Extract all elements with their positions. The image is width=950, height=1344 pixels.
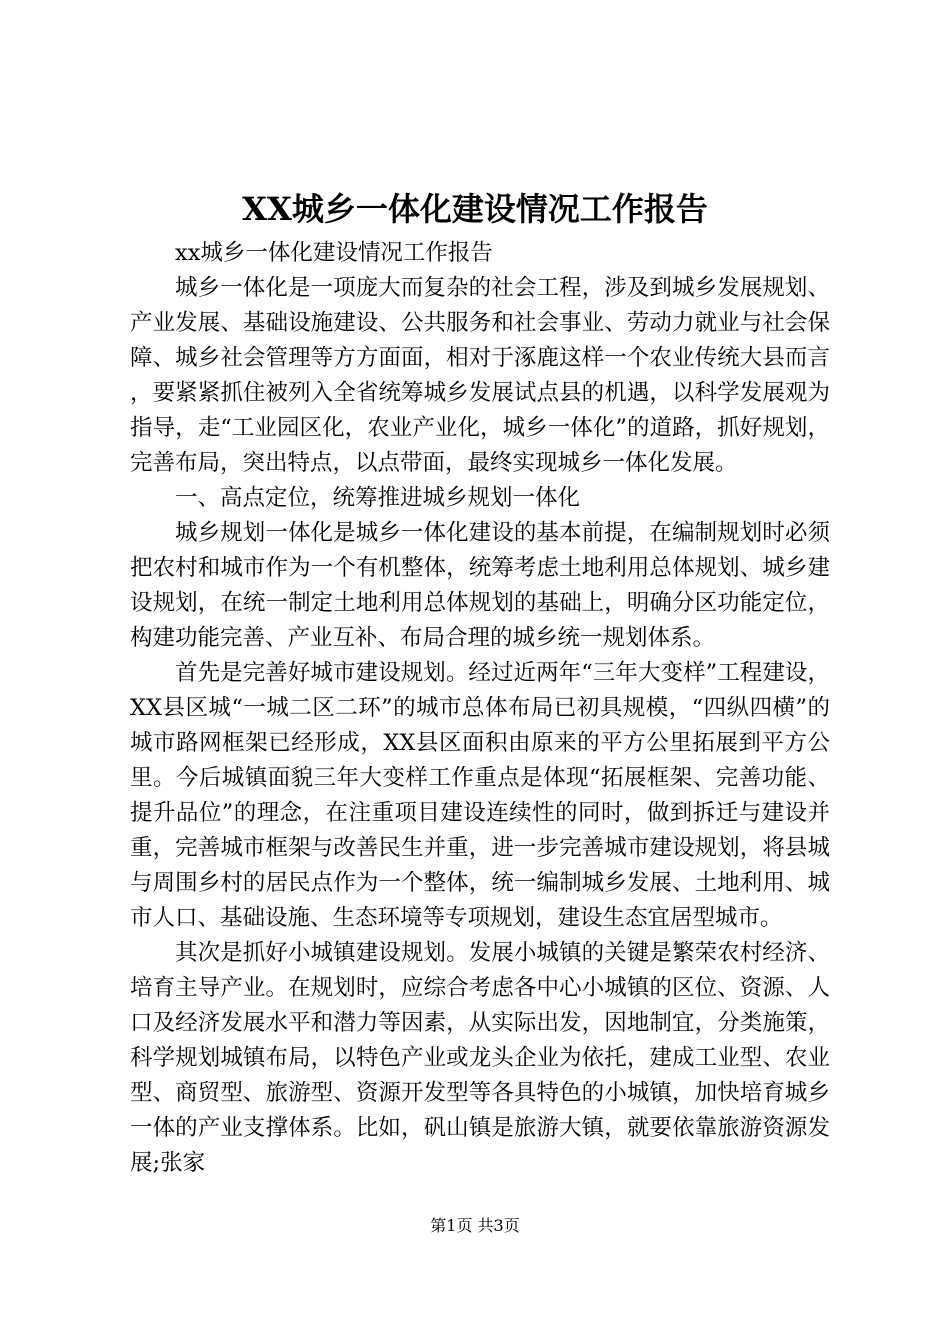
document-body — [130, 236, 830, 1181]
paragraph-intro: 城乡一体化是一项庞大而复杂的社会工程，涉及到城乡发展规划、产业发展、基础设施建设、公共服务和社会事业、劳动力就业与社会保障、城乡社会管理等方方面面，相对于涿鹿这样一个农业传统大县而言，要紧紧抓住被列入全省统筹城乡发展试点县的机遇，以科学发展观为指导，走“工业园区化，农业产业化，城乡一体化”的道路，抓好规划，完善布局，突出特点，以点带面，最终实现城乡一体化发展。 — [130, 275, 830, 476]
section-heading-1: 一、高点定位，统筹推进城乡规划一体化 — [175, 485, 581, 511]
document-subtitle: xx城乡一体化建设情况工作报告 — [175, 240, 493, 266]
paragraph-city-planning: 首先是完善好城市建设规划。经过近两年“三年大变样”工程建设，XX县区城“一城二区二环”的城市总体布局已初具规模，“四纵四横”的城市路网框架已经形成，XX县区面积由原来的平方公里拓展到平方公里。今后城镇面貌三年大变样工作重点是体现“拓展框架、完善功能、提升品位”的理念，在注重项目建设连续性的同时，做到拆迁与建设并重，完善城市框架与改善民生并重，进一步完善城市建设规划，将县城与周围乡村的居民点作为一个整体，统一编制城乡发展、土地利用、城市人口、基础设施、生态环境等专项规划，建设生态宜居型城市。 — [130, 660, 830, 931]
paragraph-town-planning: 其次是抓好小城镇建设规划。发展小城镇的关键是繁荣农村经济、培育主导产业。在规划时，应综合考虑各中心小城镇的区位、资源、人口及经济发展水平和潜力等因素，从实际出发，因地制宜，分类施策，科学规划城镇布局，以特色产业或龙头企业为依托，建成工业型、农业型、商贸型、旅游型、资源开发型等各具特色的小城镇，加快培育城乡一体的产业支撑体系。比如，矾山镇是旅游大镇，就要依靠旅游资源发展;张家 — [130, 940, 830, 1176]
page-number-footer: 第1页 共3页 — [430, 1216, 520, 1235]
document-title: XX城乡一体化建设情况工作报告 — [242, 190, 708, 228]
paragraph-planning: 城乡规划一体化是城乡一体化建设的基本前提，在编制规划时必须把农村和城市作为一个有机整体，统筹考虑土地利用总体规划、城乡建设规划，在统一制定土地利用总体规划的基础上，明确分区功能定位，构建功能完善、产业互补、布局合理的城乡统一规划体系。 — [130, 520, 830, 651]
